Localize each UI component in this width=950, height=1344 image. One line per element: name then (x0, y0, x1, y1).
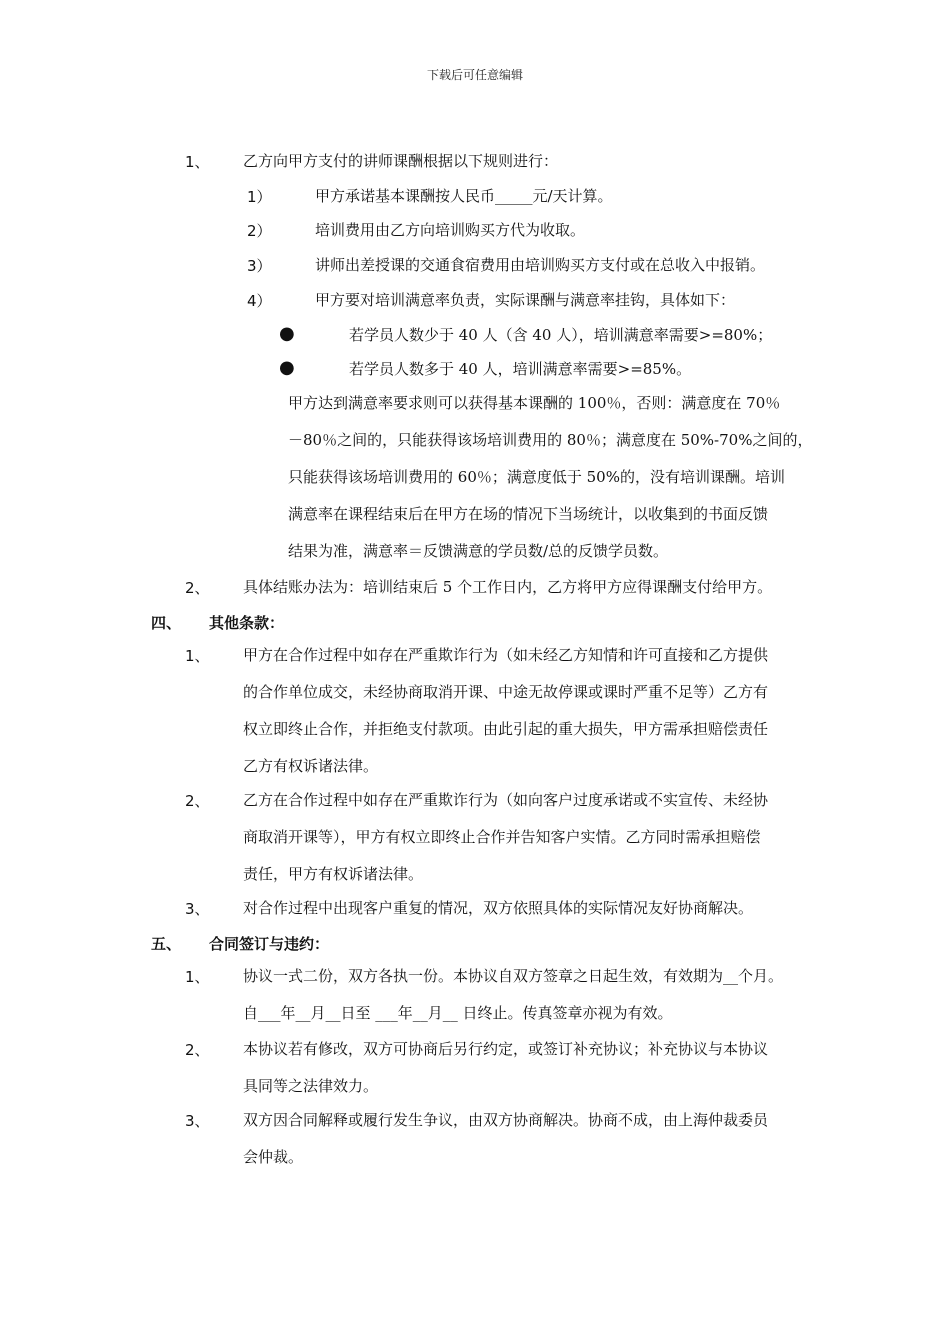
paragraph-line: 甲方达到满意率要求则可以获得基本课酬的 100％，否则：满意度在 70％ (288, 394, 781, 412)
section-number: 四、 (151, 614, 182, 632)
subitem-text: 讲师出差授课的交通食宿费用由培训购买方支付或在总收入中报销。 (315, 256, 766, 274)
bullet-text: 若学员人数多于 40 人，培训满意率需要>=85%。 (349, 360, 692, 378)
page-header: 下载后可任意编辑 (426, 68, 523, 82)
clause-text: 乙方向甲方支付的讲师课酬根据以下规则进行： (243, 152, 559, 170)
paragraph-line: 结果为准，满意率＝反馈满意的学员数/总的反馈学员数。 (288, 542, 669, 560)
clause-line: 自___年__月__日至 ___年__月__ 日终止。传真签章亦视为有效。 (243, 1004, 673, 1022)
subitem-number: 3） (247, 257, 272, 275)
subitem-number: 1） (247, 188, 272, 206)
clause-line: 会仲裁。 (243, 1148, 304, 1166)
subitem-number: 2） (247, 222, 272, 240)
bullet-text: 若学员人数少于 40 人（含 40 人），培训满意率需要>=80%； (349, 326, 773, 344)
clause-number: 2、 (185, 579, 210, 597)
paragraph-line: 满意率在课程结束后在甲方在场的情况下当场统计，以收集到的书面反馈 (288, 505, 769, 523)
clause-number: 2、 (185, 792, 210, 810)
clause-line: 协议一式二份，双方各执一份。本协议自双方签章之日起生效，有效期为__个月。 (243, 967, 784, 985)
section-number: 五、 (151, 935, 182, 953)
clause-number: 3、 (185, 1112, 210, 1130)
clause-number: 2、 (185, 1041, 210, 1059)
clause-line: 的合作单位成交，未经协商取消开课、中途无故停课或课时严重不足等）乙方有 (243, 683, 769, 701)
subitem-text: 甲方承诺基本课酬按人民币_____元/天计算。 (315, 187, 613, 205)
clause-text: 具体结账办法为：培训结束后 5 个工作日内，乙方将甲方应得课酬支付给甲方。 (243, 578, 773, 596)
clause-line: 商取消开课等），甲方有权立即终止合作并告知客户实情。乙方同时需承担赔偿 (243, 828, 761, 846)
bullet-icon: ● (279, 357, 295, 378)
clause-line: 对合作过程中出现客户重复的情况，双方依照具体的实际情况友好协商解决。 (243, 899, 754, 917)
section-title: 合同签订与违约： (209, 935, 330, 953)
paragraph-line: 只能获得该场培训费用的 60％；满意度低于 50%的，没有培训课酬。培训 (288, 468, 785, 486)
clause-line: 责任，甲方有权诉诸法律。 (243, 865, 424, 883)
clause-line: 乙方在合作过程中如存在严重欺诈行为（如向客户过度承诺或不实宣传、未经协 (243, 791, 769, 809)
clause-number: 1、 (185, 153, 210, 171)
clause-line: 本协议若有修改，双方可协商后另行约定，或签订补充协议；补充协议与本协议 (243, 1040, 769, 1058)
subitem-number: 4） (247, 292, 272, 310)
clause-number: 1、 (185, 647, 210, 665)
clause-line: 乙方有权诉诸法律。 (243, 757, 379, 775)
bullet-icon: ● (279, 323, 295, 344)
clause-number: 3、 (185, 900, 210, 918)
subitem-text: 甲方要对培训满意率负责，实际课酬与满意率挂钩，具体如下： (315, 291, 736, 309)
paragraph-line: －80％之间的，只能获得该场培训费用的 80％；满意度在 50%-70%之间的， (288, 431, 813, 449)
section-title: 其他条款： (209, 614, 285, 632)
subitem-text: 培训费用由乙方向培训购买方代为收取。 (315, 221, 586, 239)
clause-line: 甲方在合作过程中如存在严重欺诈行为（如未经乙方知情和许可直接和乙方提供 (243, 646, 769, 664)
clause-line: 具同等之法律效力。 (243, 1077, 379, 1095)
clause-line: 权立即终止合作，并拒绝支付款项。由此引起的重大损失，甲方需承担赔偿责任 (243, 720, 769, 738)
clause-line: 双方因合同解释或履行发生争议，由双方协商解决。协商不成，由上海仲裁委员 (243, 1111, 769, 1129)
clause-number: 1、 (185, 968, 210, 986)
